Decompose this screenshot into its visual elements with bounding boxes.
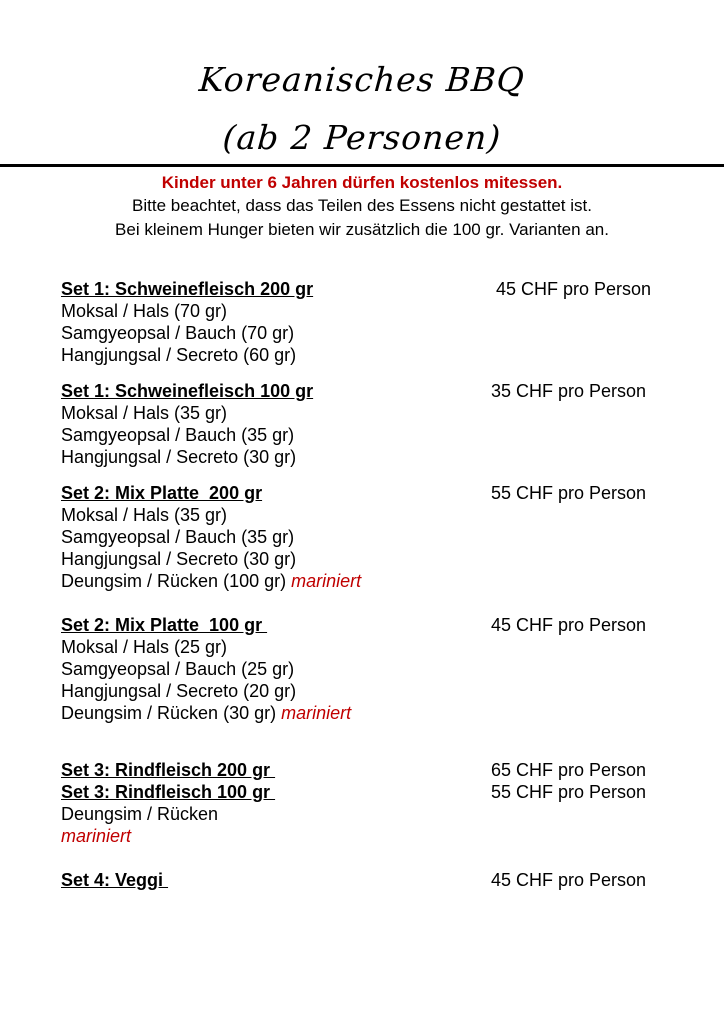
set-price: 45 CHF pro Person (491, 870, 647, 890)
set-1-100 (61, 380, 681, 468)
set-item: Hangjungsal / Secreto (30 gr) (61, 447, 297, 467)
set-2-200 (61, 482, 681, 592)
set-item: Hangjungsal / Secreto (60 gr) (61, 345, 297, 365)
kids-note: Kinder unter 6 Jahren dürfen kostenlos mitessen. (161, 173, 563, 192)
set-item: Moksal / Hals (25 gr) (61, 637, 228, 657)
set-price: 55 CHF pro Person (491, 782, 647, 802)
set-item-text: Deungsim / Rücken (100 gr) (61, 571, 292, 591)
set-item: Hangjungsal / Secreto (30 gr) (61, 549, 297, 569)
set-price: 45 CHF pro Person (491, 615, 647, 635)
set-3-100 (61, 781, 681, 847)
set-item: Moksal / Hals (35 gr) (61, 403, 228, 423)
set-item: Samgyeopsal / Bauch (70 gr) (61, 323, 295, 343)
set-price: 65 CHF pro Person (491, 760, 647, 780)
set-item: Samgyeopsal / Bauch (35 gr) (61, 527, 295, 547)
marinated-label: mariniert (61, 826, 132, 846)
header-divider (0, 164, 724, 167)
set-name: Set 2: Mix Platte 200 gr (61, 483, 263, 503)
set-item (61, 702, 681, 724)
set-item: Deungsim / Rücken (61, 804, 219, 824)
sharing-note: Bitte beachtet, dass das Teilen des Essens nicht gestattet ist. (132, 196, 592, 215)
set-price: 55 CHF pro Person (491, 483, 647, 503)
set-name: Set 2: Mix Platte 100 gr (61, 615, 268, 635)
set-item: Samgyeopsal / Bauch (25 gr) (61, 659, 295, 679)
set-item: Samgyeopsal / Bauch (35 gr) (61, 425, 295, 445)
set-item: Moksal / Hals (35 gr) (61, 505, 228, 525)
set-name: Set 4: Veggi (61, 870, 169, 890)
set-price: 35 CHF pro Person (491, 381, 647, 401)
set-item (61, 570, 681, 592)
set-3-200 (61, 759, 681, 781)
set-item: Moksal / Hals (70 gr) (61, 301, 228, 321)
set-item: Hangjungsal / Secreto (20 gr) (61, 681, 297, 701)
marinated-label: mariniert (281, 703, 352, 723)
menu-subtitle: (ab 2 Personen) (221, 118, 503, 157)
menu-title: Koreanisches BBQ (197, 60, 527, 99)
set-2-100 (61, 614, 681, 724)
small-portion-note: Bei kleinem Hunger bieten wir zusätzlich die 100 gr. Varianten an. (115, 220, 609, 239)
marinated-label: mariniert (291, 571, 362, 591)
set-name: Set 3: Rindfleisch 200 gr (61, 760, 276, 780)
set-name: Set 3: Rindfleisch 100 gr (61, 782, 276, 802)
set-1-200 (61, 278, 681, 366)
set-name: Set 1: Schweinefleisch 100 gr (61, 381, 314, 401)
set-item-text: Deungsim / Rücken (30 gr) (61, 703, 282, 723)
set-name: Set 1: Schweinefleisch 200 gr (61, 279, 314, 299)
set-4-veggi (61, 869, 681, 891)
set-price: 45 CHF pro Person (496, 279, 652, 299)
